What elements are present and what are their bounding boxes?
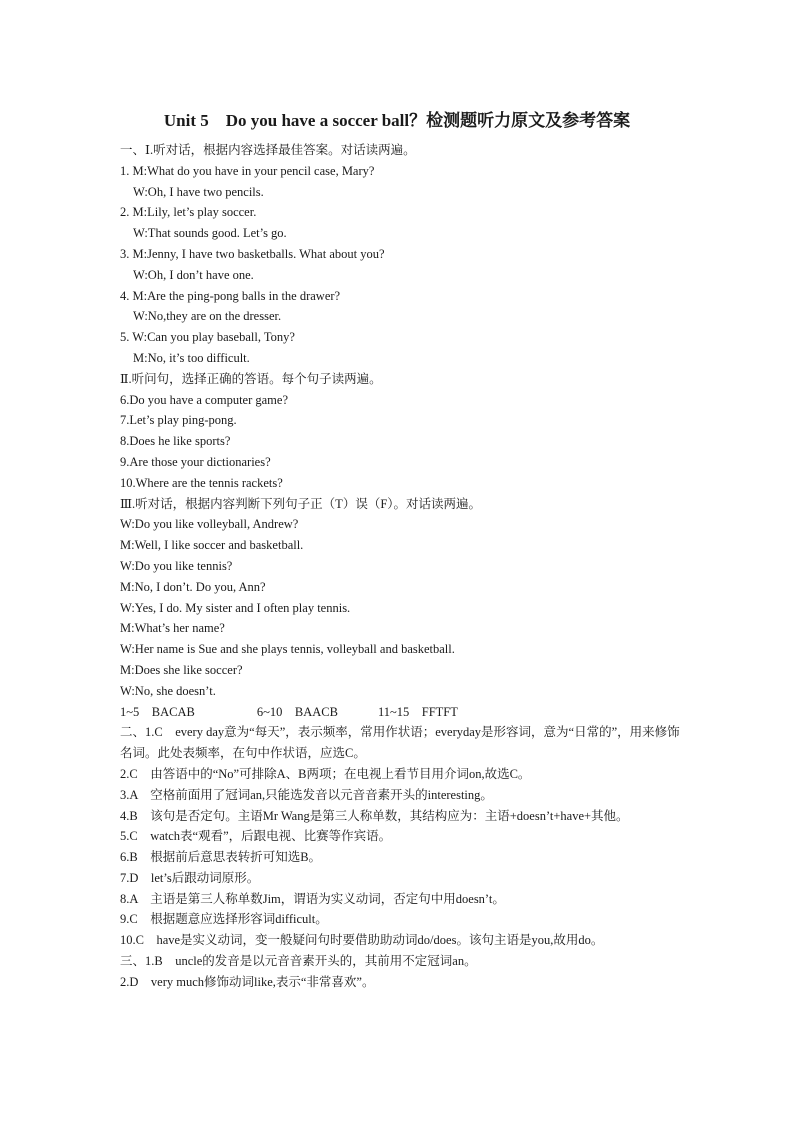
- text-line: W:Do you like tennis?: [120, 558, 233, 573]
- text-line: W:Oh, I don’t have one.: [133, 267, 254, 282]
- text-line: 3. M:Jenny, I have two basketballs. What about you?: [120, 246, 385, 261]
- explanation-line: 二、1.C every day意为“每天”，表示频率，常用作状语；everyday是形容词，意为“日常的”，用来修饰名词。此处表频率，在句中作状语，应选C。: [120, 725, 680, 761]
- text-line: W:No,they are on the dresser.: [133, 309, 282, 324]
- explanation-line: 10.C have是实义动词，变一般疑问句时要借助助动词do/does。该句主语是you,故用do。: [120, 933, 604, 948]
- text-line: M:Well, I like soccer and basketball.: [120, 538, 304, 553]
- text-line: 6.Do you have a computer game?: [120, 392, 288, 407]
- text-line: 10.Where are the tennis rackets?: [120, 475, 283, 490]
- answer-key-6-10: 6~10 BAACB: [256, 704, 338, 719]
- answer-key-11-15: 11~15 FFTFT: [377, 704, 458, 719]
- text-line: 一、Ⅰ.听对话，根据内容选择最佳答案。对话读两遍。: [120, 143, 416, 157]
- text-line: W:That sounds good. Let’s go.: [133, 226, 287, 241]
- text-line: W:Do you like volleyball, Andrew?: [120, 517, 299, 532]
- text-line: W:Oh, I have two pencils.: [133, 184, 264, 199]
- text-line: Ⅱ.听问句，选择正确的答语。每个句子读两遍。: [120, 371, 382, 386]
- text-line: 9.Are those your dictionaries?: [120, 454, 271, 469]
- text-line: 8.Does he like sports?: [120, 434, 231, 449]
- listening-section: [120, 140, 680, 702]
- page-title: Unit 5 Do you have a soccer ball？检测题听力原文及参考答案: [163, 111, 631, 130]
- text-line: 4. M:Are the ping-pong balls in the drawer?: [120, 288, 341, 303]
- explanation-line: 三、1.B uncle的发音是以元音音素开头的，其前用不定冠词an。: [120, 954, 477, 969]
- text-line: M:No, I don’t. Do you, Ann?: [120, 579, 266, 594]
- explanation-line: 7.D let’s后跟动词原形。: [120, 870, 260, 885]
- explanation-line: 9.C 根据题意应选择形容词difficult。: [120, 912, 328, 927]
- explanation-line: 2.D very much修饰动词like,表示“非常喜欢”。: [120, 974, 375, 989]
- text-line: 5. W:Can you play baseball, Tony?: [120, 330, 295, 345]
- text-line: W:Her name is Sue and she plays tennis, volleyball and basketball.: [120, 642, 455, 657]
- explanation-section: [120, 722, 680, 992]
- answer-key-row: [120, 702, 680, 723]
- answer-key-1-5: 1~5 BACAB: [120, 704, 195, 719]
- text-line: M:Does she like soccer?: [120, 662, 243, 677]
- text-line: W:No, she doesn’t.: [120, 683, 216, 698]
- explanation-line: 2.C 由答语中的“No”可排除A、B两项；在电视上看节目用介词on,故选C。: [120, 766, 531, 781]
- text-line: 7.Let’s play ping-pong.: [120, 413, 237, 428]
- explanation-line: 6.B 根据前后意思表转折可知选B。: [120, 850, 322, 865]
- text-line: M:No, it’s too difficult.: [133, 350, 250, 365]
- text-line: W:Yes, I do. My sister and I often play tennis.: [120, 600, 351, 615]
- text-line: Ⅲ.听对话，根据内容判断下列句子正（T）误（F）。对话读两遍。: [120, 496, 482, 511]
- text-line: 2. M:Lily, let’s play soccer.: [120, 205, 257, 220]
- explanation-line: 3.A 空格前面用了冠词an,只能选发音以元音音素开头的interesting。: [120, 787, 493, 802]
- explanation-line: 4.B 该句是否定句。主语Mr Wang是第三人称单数，其结构应为：主语+doesn’t+have+其他。: [120, 808, 629, 823]
- document-body: [120, 140, 680, 993]
- text-line: 1. M:What do you have in your pencil case, Mary?: [120, 163, 375, 178]
- explanation-line: 5.C watch表“观看”，后跟电视、比赛等作宾语。: [120, 829, 392, 844]
- text-line: M:What’s her name?: [120, 621, 225, 636]
- explanation-line: 8.A 主语是第三人称单数Jim，谓语为实义动词，否定句中用doesn’t。: [120, 891, 505, 906]
